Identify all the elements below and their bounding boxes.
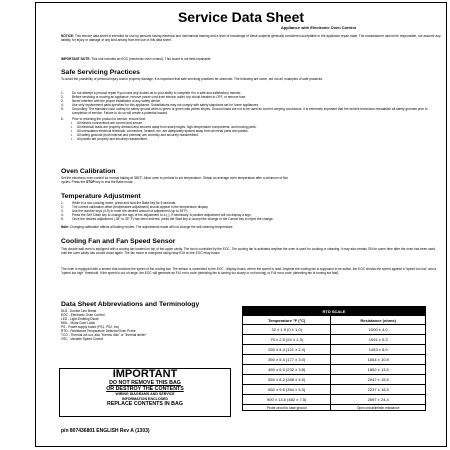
list-item: 4. Use only replacement parts specified for this appliance. Substitutions may not comply with safety standards set for home appliances. xyxy=(61,103,259,107)
safe-practices-list xyxy=(61,91,441,141)
oven-calibration-heading: Oven Calibration xyxy=(61,168,116,175)
important-line-2: OR DESTROY THE CONTENTS xyxy=(106,386,184,392)
bullet-item: • All panels are properly and securely reassembled. xyxy=(71,137,148,141)
calibration-note: Note: Changing calibration affects all baking modes. The adjustments made will not change the self-cleaning temperature. xyxy=(61,225,234,229)
list-item: 3. Use the number keys (0-9) to enter the desired amount of adjustment (up to 35°F). xyxy=(61,209,189,213)
important-note xyxy=(61,57,441,61)
list-item: 6. Prior to returning the product to service, ensure that: xyxy=(61,117,146,121)
table-row: 550 ± 8.2 (288 ± 4.5) 2047 ± 15.5 xyxy=(243,375,426,385)
list-item: 5. Once the desired adjustment (-35° to 35° F) has been entered, press the Start key to accept the change or the Cancel key to reject the change. xyxy=(61,217,274,221)
oven-calibration-text: Set the electronic oven control for normal baking at 350°F. Allow oven to preheat to set temperature. Obtain an average oven temperature after a minimum of five cycles. Press the STOP key to end the Bake mode. xyxy=(61,176,288,184)
rtd-header-temperature: Temperature °F (°C) xyxy=(243,316,331,325)
page-title: Service Data Sheet xyxy=(177,9,305,25)
list-item: MDL - Motor Door Latch xyxy=(61,321,96,325)
abbreviations-list xyxy=(61,309,231,341)
safe-practices-intro: To avoid the possibility of personal injury and/or property damage, it is important that safe servicing practices be observed. The following are some, but not all, examples of safe practices. xyxy=(61,77,323,81)
important-line-1: DO NOT REMOVE THIS BAG xyxy=(109,380,181,386)
list-item: 1. Do not attempt a product repair if you have any doubts as to your ability to complete it in a safe and satisfactory manner. xyxy=(61,91,242,95)
rtd-table-caption: RTD SCALE xyxy=(243,307,426,316)
notice-text: This service data sheet is intended for use by persons having electrical and mechanical training and a level of knowledge of these subjects generally considered acceptable in the appliance repair trade. The manufacturer cannot be responsible, nor assume any liability, for injury or damage of any kind arising from the use of this data sheet. xyxy=(61,34,441,42)
important-title: IMPORTANT xyxy=(112,368,178,380)
temperature-adjustment-heading: Temperature Adjustment xyxy=(61,193,141,200)
table-row: 650 ± 9.6 (354 ± 5.3) 2237 ± 18.5 xyxy=(243,385,426,395)
list-item: 2. Before servicing or moving an appliance, remove power cord from electric outlet, trip circuit breaker to OFF, or remove fuse. xyxy=(61,95,247,99)
cooling-fan-paragraph-1: This double wall oven is equipped with a cooling fan located on top of the upper cavity. The fan is controlled by the EOC. The cooling fan is activated anytime the oven is used for cooking or cleaning. It may also remain ON for some time after the oven has been used, until the oven cavity has cooled down again. The fan motor is energized using relay K16 on the EOC relay board. xyxy=(61,247,436,255)
rtd-scale-table xyxy=(242,306,426,411)
table-row: 350 ± 5.4 (177 ± 3.0) 1654 ± 10.8 xyxy=(243,355,426,365)
list-item: 3. Never interfere with the proper installation of any safety device. xyxy=(61,99,161,103)
bullet-item: • All electrical leads are properly dressed and secured away from sharp edges, high-temperature components, and moving parts. xyxy=(71,125,257,129)
part-number: p/n 807436801 ENGLISH Rev A (1303) xyxy=(61,428,150,434)
table-row: 32 ± 1.9 (0 ± 1.0) 1000 ± 4.0 xyxy=(243,325,426,335)
table-row: 900 ± 13.6 (482 ± 7.5) 2697 ± 24.4 xyxy=(243,395,426,405)
list-item: LED - Light-Emitting Diode xyxy=(61,317,99,321)
cooling-fan-heading: Cooling Fan and Fan Speed Sensor xyxy=(61,238,176,245)
important-note-label: IMPORTANT NOTE: xyxy=(61,57,91,61)
bullet-item: • All electric connections are correct and secure. xyxy=(71,121,144,125)
safe-practices-heading: Safe Servicing Practices xyxy=(61,69,140,76)
cooling-fan-paragraph-2: The oven is equipped with a sensor that monitors the speed of the cooling fan. The sensor is connected to the EOC - display board, where the speed is read. Anytime the cooling fan is supposed to be active, the EOC checks the speed against a "speed too low" and a "speed too high" threshold. If the speed is out of range, the EOC will generate an F41 error code (detecting fan is turning too slowly or not turning) or F44 error code (detecting fan is turning too fast). xyxy=(61,267,437,275)
important-line-5: REPLACE CONTENTS IN BAG xyxy=(107,401,183,407)
list-item: 5. Grounding: The standard color coding for safety ground wires is green or green with yellow stripes. Ground leads are not to be used as current carrying conductors. It is extremely important that the service technician reestablish all safety grounds prior to completion of service. Failure to do so will create a potential hazard. xyxy=(61,107,428,115)
abbreviations-heading: Data Sheet Abbreviations and Terminology xyxy=(61,301,200,308)
temperature-adjustment-list xyxy=(61,201,441,221)
important-note-text: This unit includes an EOC (electronic oven control). This board is not field-repairable. xyxy=(91,57,212,61)
page-subtitle: Appliance with Electronic Oven Control xyxy=(280,25,356,30)
important-line-3: WIRING DIAGRAMS AND SERVICE xyxy=(115,392,175,396)
notice-label: NOTICE: xyxy=(61,34,75,38)
bullet-item: • All safety grounds (both internal and external) are correctly and securely reassembled. xyxy=(71,133,199,137)
rtd-header-resistance: Resistance (ohms) xyxy=(331,316,426,325)
list-item: 2. The current calibration offset (temperature adjustment) should appear in the temperature display. xyxy=(61,205,209,209)
notice-paragraph xyxy=(61,34,441,42)
table-row: 75 ± 2.5 (24 ± 1.3) 1091 ± 5.3 xyxy=(243,335,426,345)
list-item: 1. While in a non-cooking mode, press and hold the Bake key for 6 seconds. xyxy=(61,201,177,205)
table-footer-row: Probe circuit to case ground Open circuit/infinite resistance xyxy=(243,405,426,411)
list-item: RTD - Resistance Temperature Detector/Oven Probe xyxy=(61,329,136,333)
list-item: DLB - Double Line Break xyxy=(61,309,97,313)
list-item: PS - Power supply board (PS1, PS2, etc) xyxy=(61,325,120,329)
list-item: VSC - Variable Speed Control xyxy=(61,337,104,341)
important-line-4: INFORMATION ENCLOSED xyxy=(121,396,169,401)
list-item: TCO - Thermal cut out, also "thermo disc" or "thermal limiter" xyxy=(61,333,147,337)
table-row: 450 ± 6.9 (232 ± 3.8) 1852 ± 13.5 xyxy=(243,365,426,375)
service-data-sheet xyxy=(35,2,447,447)
list-item: EOC - Electronic Oven Control xyxy=(61,313,105,317)
bullet-item: • All uninsulated electrical terminals, connectors, heaters, etc. are adequately spaced away from all metal parts and panels. xyxy=(71,129,249,133)
important-bag-notice xyxy=(59,368,231,417)
table-row: 250 ± 4.4 (121 ± 2.4) 1453 ± 8.9 xyxy=(243,345,426,355)
list-item: 4. Press the Self Clean key to change the sign of the adjustment to a (-). If necessary. A positive adjustment will not display a sign. xyxy=(61,213,252,217)
